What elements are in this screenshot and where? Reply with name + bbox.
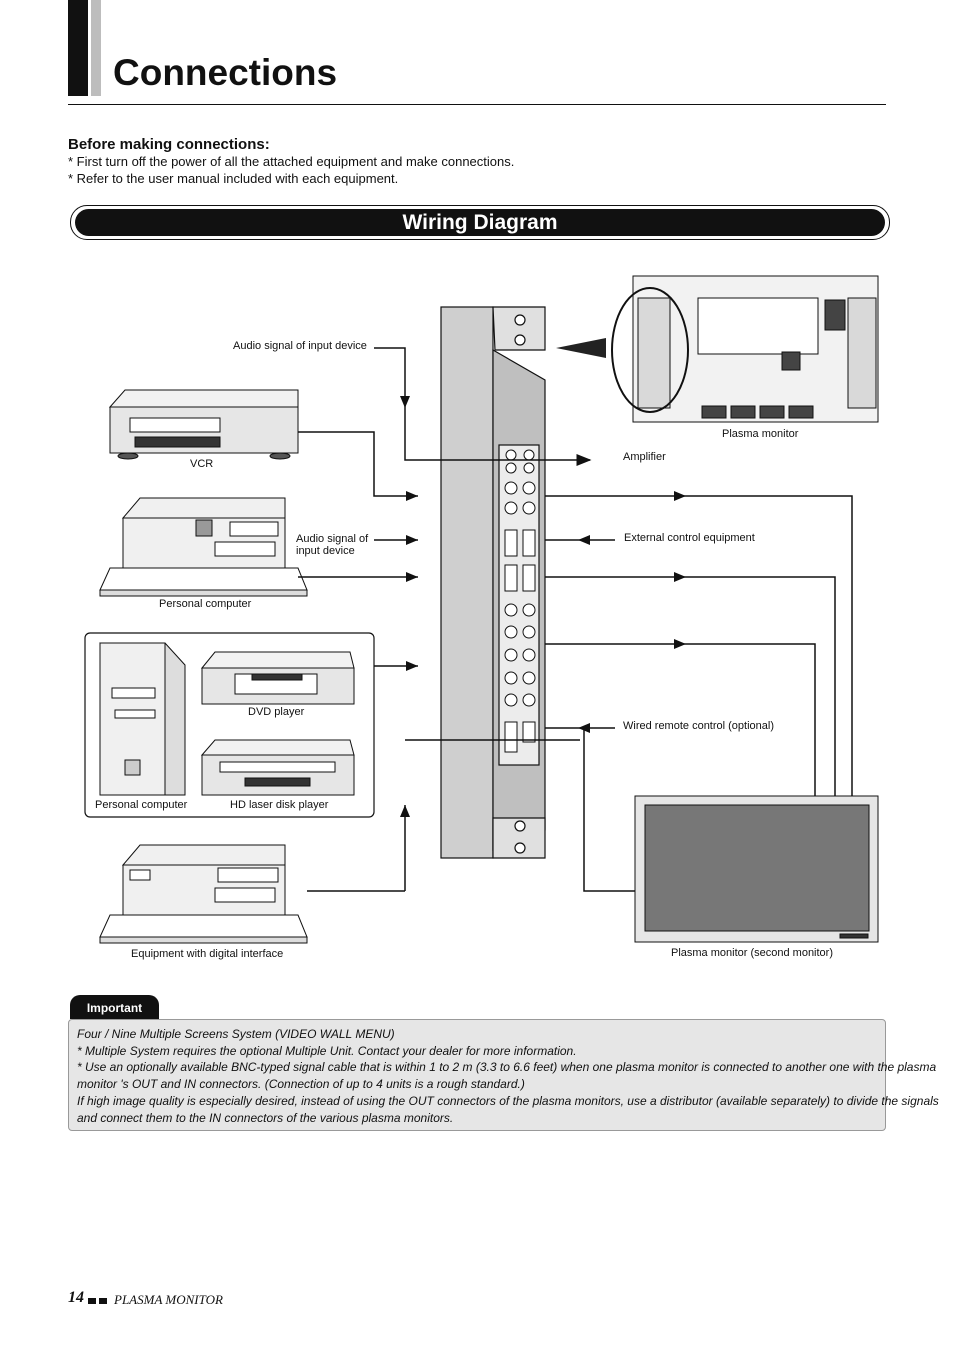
before-bullet-1: * First turn off the power of all the attached equipment and make connections. [68,154,515,169]
label-audio-input-mid-1: Audio signal of [296,533,369,545]
before-bullet-2: * Refer to the user manual included with each equipment. [68,171,399,186]
important-tab: Important [70,995,159,1019]
label-hd-laser: HD laser disk player [230,799,329,811]
label-plasma-monitor: Plasma monitor [722,428,799,440]
important-line-5: If high image quality is especially desired, instead of using the OUT connectors of the plasma monitors, use a distributor (available separately) to divide the signals [77,1094,939,1108]
footer-mark-1 [88,1298,96,1304]
header-bar-dark [68,0,88,96]
page-number: 14 [68,1289,84,1306]
label-amplifier: Amplifier [623,451,666,463]
footer-brand: PLASMA MONITOR [114,1292,223,1307]
footer-mark-2 [99,1298,107,1304]
important-line-3: * Use an optionally available BNC-typed signal cable that is within 1 to 2 m (3.3 to 6.6 feet) when one plasma monitor is connected to another one with the plasma [77,1060,937,1074]
label-vcr: VCR [190,458,214,470]
label-audio-input-mid-2: input device [296,545,355,557]
important-line-1: Four / Nine Multiple Screens System (VIDEO WALL MENU) [77,1027,395,1041]
personal-computer-1-illustration [100,498,307,596]
header-bar-light [91,0,101,96]
label-personal-computer-1: Personal computer [159,598,252,610]
label-second-monitor: Plasma monitor (second monitor) [671,947,834,959]
digital-equipment-illustration [100,845,307,943]
important-line-6: and connect them to the IN connectors of the various plasma monitors. [77,1111,454,1125]
vcr-illustration [110,390,298,459]
label-wired-remote: Wired remote control (optional) [623,720,775,732]
dvd-player-illustration [202,652,354,704]
important-line-2: * Multiple System requires the optional Multiple Unit. Contact your dealer for more information. [77,1044,577,1058]
label-personal-computer-2: Personal computer [95,799,188,811]
plasma-monitor-rear [612,276,878,422]
title-rule [68,104,886,105]
section-banner [70,205,890,240]
section-title: Wiring Diagram [75,209,885,236]
label-digital-equipment: Equipment with digital interface [131,948,284,960]
hd-laser-disk-player-illustration [202,740,354,795]
label-external-control: External control equipment [624,532,755,544]
label-dvd-player: DVD player [248,706,305,718]
before-heading: Before making connections: [68,136,270,153]
important-box [68,1019,939,1131]
personal-computer-tower-illustration [100,643,185,795]
important-line-4: monitor 's OUT and IN connectors. (Connection of up to 4 units is a rough standard.) [77,1077,525,1091]
page-title: Connections [113,52,338,93]
wiring-diagram [0,260,954,980]
second-monitor-illustration [635,796,878,942]
label-audio-input-top: Audio signal of input device [233,340,367,352]
pointer-triangle [556,338,606,358]
